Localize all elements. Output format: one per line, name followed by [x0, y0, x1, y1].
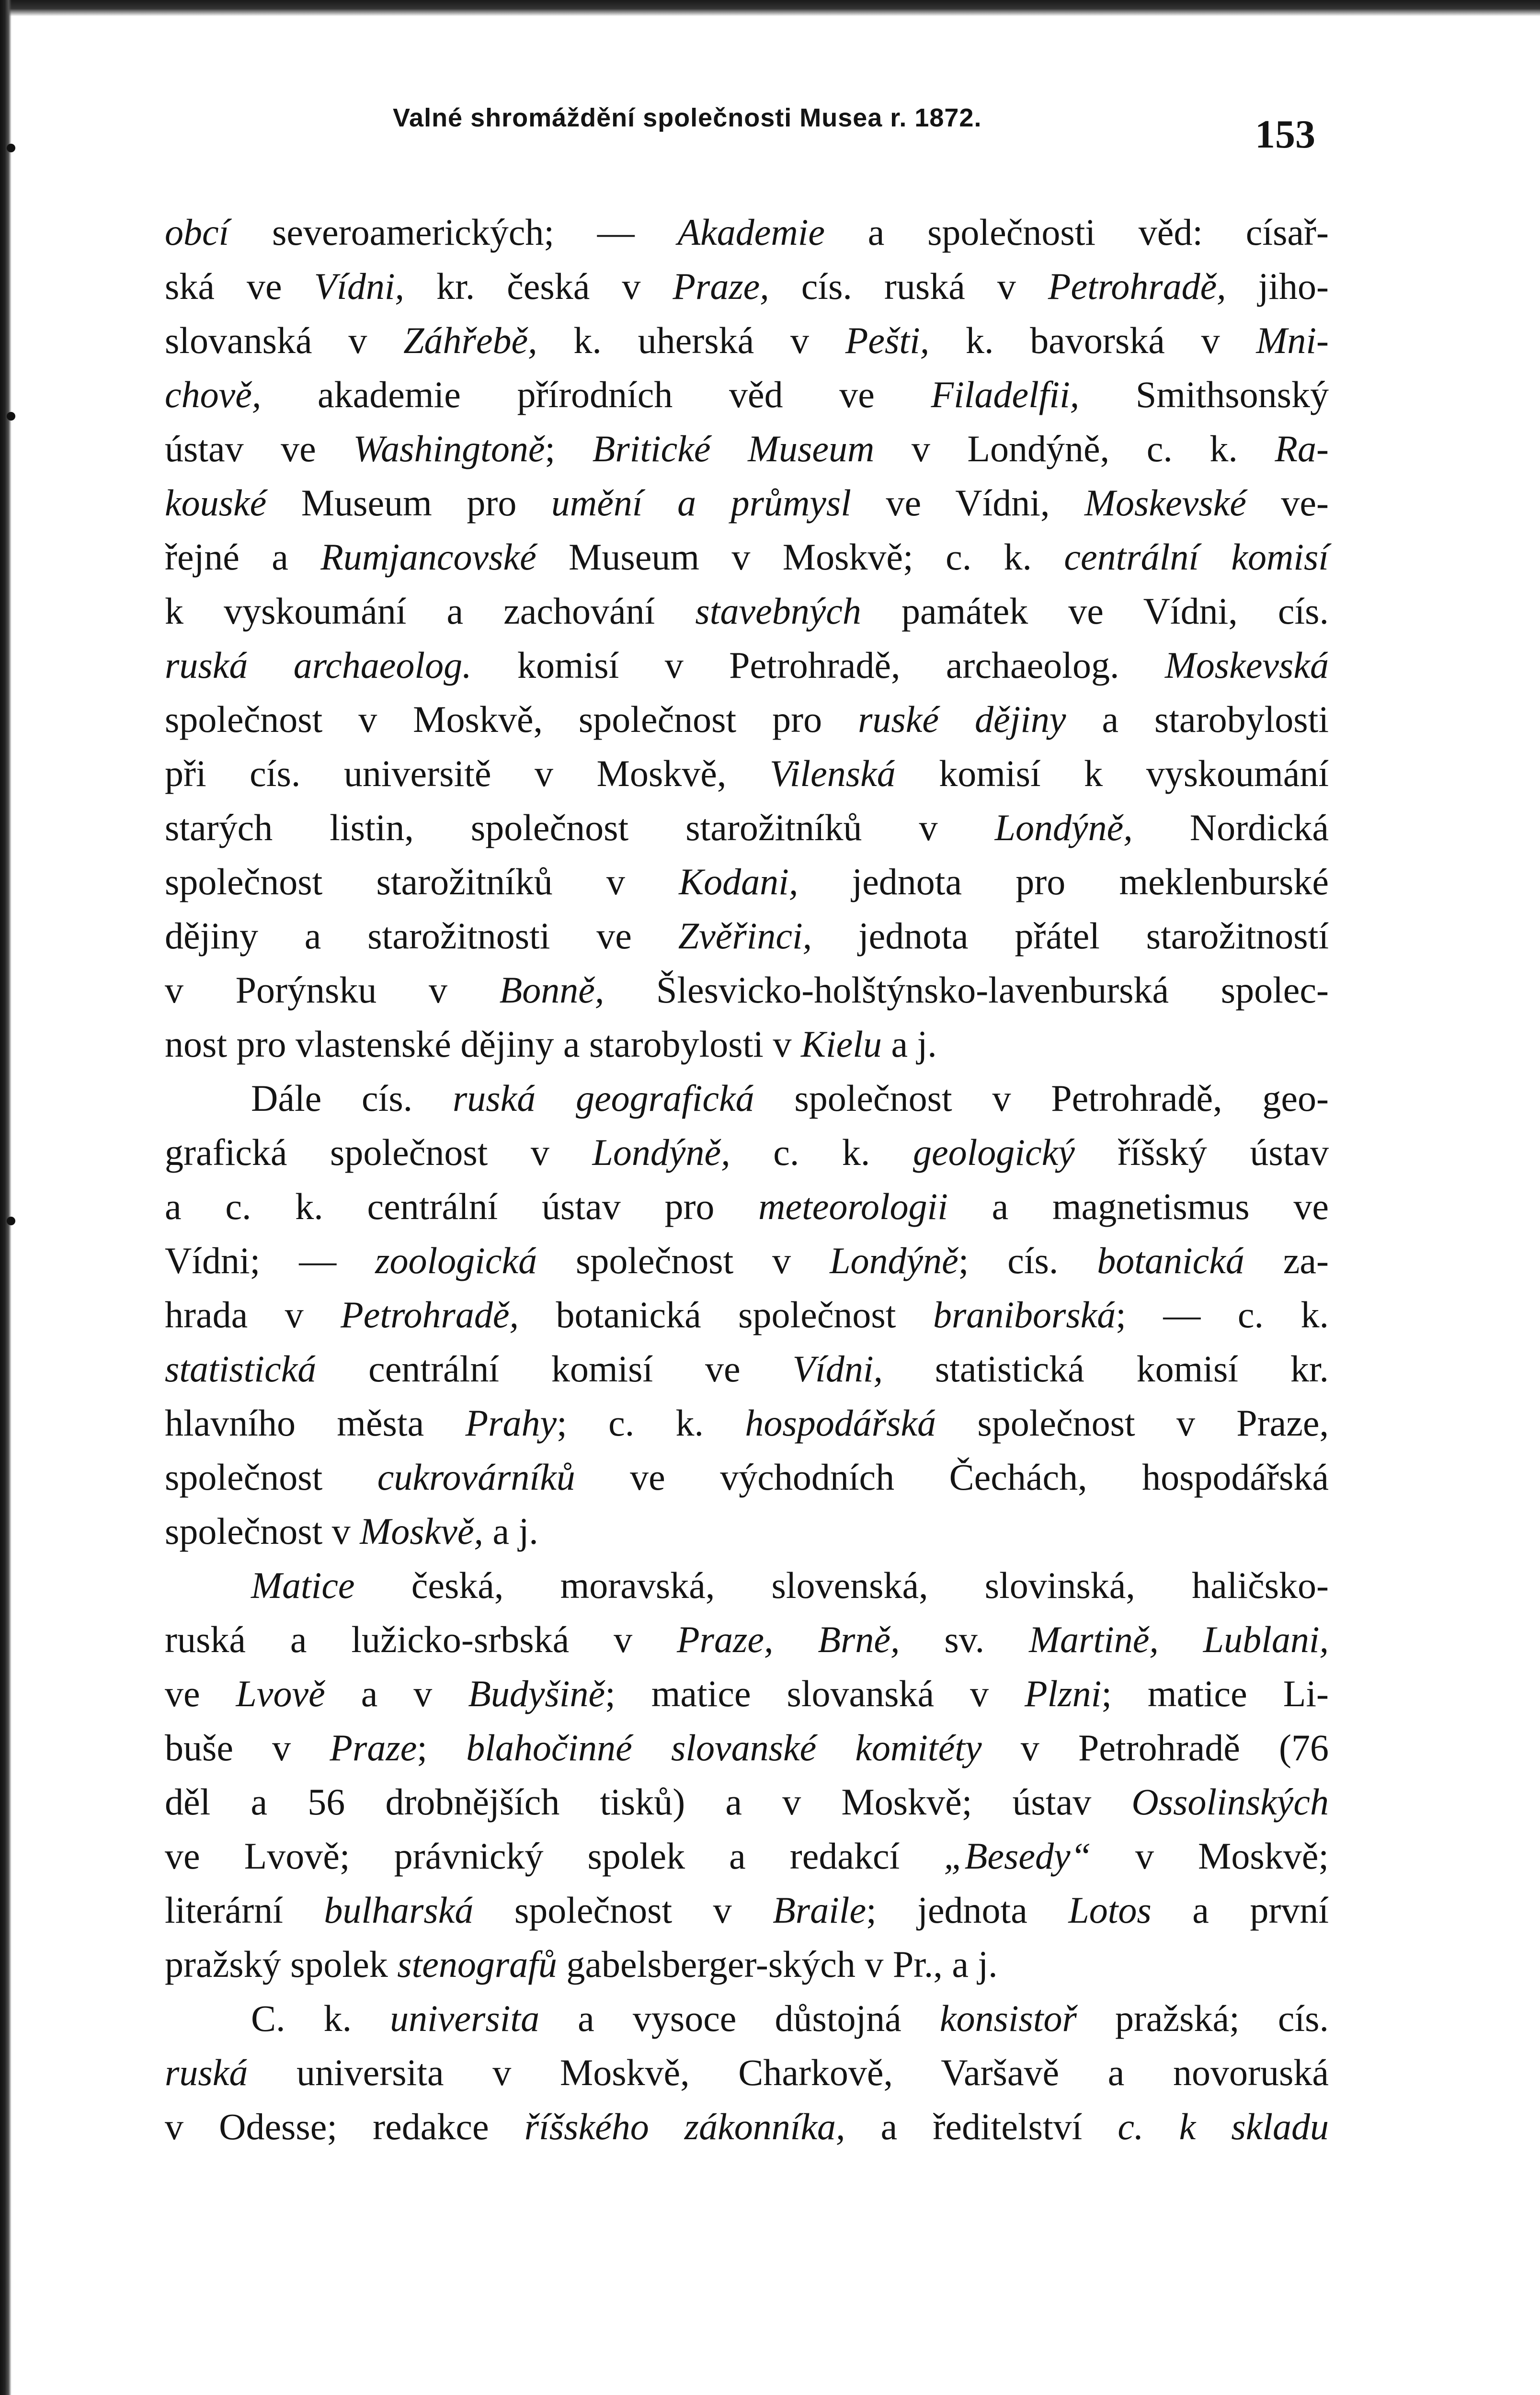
text-segment: slovanská v	[165, 319, 404, 361]
text-segment: Šlesvicko-holštýnsko-lavenburská spolec-	[604, 969, 1329, 1011]
body-text	[165, 205, 1329, 2154]
text-segment: společnost v	[473, 1889, 773, 1931]
running-head: Valné shromáždění společnosti Musea r. 1872.	[393, 103, 982, 132]
text-line	[165, 1504, 1329, 1558]
italic-text-segment: braniborská	[933, 1294, 1116, 1335]
italic-text-segment: Londýně,	[994, 807, 1133, 848]
text-segment: a starobylosti	[1066, 698, 1329, 740]
text-segment: ;	[545, 428, 593, 469]
margin-mark	[7, 144, 15, 152]
text-line	[165, 692, 1329, 746]
italic-text-segment: Praze, Brně,	[677, 1619, 900, 1660]
text-segment: společnost v	[165, 1510, 360, 1552]
italic-text-segment: Filadelfii,	[931, 374, 1080, 415]
text-line	[165, 855, 1329, 909]
text-line	[165, 1450, 1329, 1504]
italic-text-segment: „Besedy“	[944, 1835, 1091, 1877]
text-segment: společnost v	[537, 1240, 830, 1281]
text-line	[165, 1071, 1329, 1125]
text-line	[165, 2045, 1329, 2099]
text-line	[165, 638, 1329, 692]
italic-text-segment: Vilenská	[769, 753, 896, 794]
italic-text-segment: kouské	[165, 482, 267, 524]
italic-text-segment: Praze,	[673, 265, 769, 307]
text-line	[165, 1396, 1329, 1450]
text-line	[165, 963, 1329, 1017]
text-line	[165, 1179, 1329, 1233]
italic-text-segment: Petrohradě,	[1048, 265, 1226, 307]
text-segment: k. uherská v	[537, 319, 845, 361]
italic-text-segment: Plzni	[1024, 1673, 1102, 1714]
text-segment: hlavního města	[165, 1402, 466, 1444]
text-line	[165, 1233, 1329, 1288]
italic-text-segment: meteorologii	[758, 1186, 948, 1227]
text-line	[165, 259, 1329, 313]
text-line	[165, 1342, 1329, 1396]
text-line	[165, 422, 1329, 476]
italic-text-segment: Braile	[773, 1889, 867, 1931]
text-line	[165, 746, 1329, 800]
italic-text-segment: zoologická	[375, 1240, 537, 1281]
text-segment: řejné a	[165, 536, 321, 578]
text-segment: při cís. universitě v Moskvě,	[165, 753, 770, 794]
italic-text-segment: Lotos	[1068, 1889, 1152, 1931]
text-line	[165, 1558, 1329, 1612]
italic-text-segment: říšského zákonníka,	[524, 2106, 845, 2147]
text-segment: jednota přátel starožitností	[812, 915, 1329, 957]
italic-text-segment: Petrohradě,	[341, 1294, 519, 1335]
text-segment: Museum pro	[266, 482, 551, 524]
text-segment: ;	[417, 1727, 467, 1768]
italic-text-segment: hospodářská	[745, 1402, 936, 1444]
text-segment: kr. česká v	[404, 265, 673, 307]
text-line	[165, 1721, 1329, 1775]
italic-text-segment: botanická	[1097, 1240, 1244, 1281]
text-line	[165, 909, 1329, 963]
text-segment: a první	[1151, 1889, 1329, 1931]
italic-text-segment: geologický	[913, 1131, 1075, 1173]
text-line	[165, 1612, 1329, 1666]
italic-text-segment: Moskevská	[1164, 644, 1329, 686]
italic-text-segment: stenografů	[397, 1943, 557, 1985]
text-segment: v Porýnsku v	[165, 969, 500, 1011]
text-line	[165, 313, 1329, 367]
text-segment: cís. ruská v	[769, 265, 1048, 307]
text-segment: jiho-	[1226, 265, 1329, 307]
italic-text-segment: c. k skladu	[1118, 2106, 1329, 2147]
text-line	[165, 1991, 1329, 2045]
text-segment: a v	[325, 1673, 468, 1714]
text-segment: děl a 56 drobnějších tisků) a v Moskvě; ústav	[165, 1781, 1132, 1823]
text-segment: universita v Moskvě, Charkově, Varšavě a novoruská	[248, 2052, 1329, 2093]
text-segment: a společnosti věd: císař-	[825, 211, 1329, 253]
italic-text-segment: Moskevské	[1084, 482, 1246, 524]
italic-text-segment: Washingtoně	[353, 428, 545, 469]
text-line	[165, 1288, 1329, 1342]
italic-text-segment: konsistoř	[939, 1997, 1077, 2039]
text-segment: gabelsberger-ských v Pr., a j.	[557, 1943, 998, 1985]
text-segment: společnost starožitníků v	[165, 861, 679, 902]
italic-text-segment: Zvěřinci,	[678, 915, 812, 957]
text-segment: komisí v Petrohradě, archaeolog.	[471, 644, 1165, 686]
text-segment: sv.	[900, 1619, 1029, 1660]
italic-text-segment: Pešti,	[845, 319, 930, 361]
text-segment: a magnetismus ve	[947, 1186, 1329, 1227]
text-segment: hrada v	[165, 1294, 341, 1335]
text-segment: ská ve	[165, 265, 314, 307]
italic-text-segment: universita	[390, 1997, 540, 2039]
text-segment: památek ve Vídni, cís.	[861, 590, 1329, 632]
text-segment: literární	[165, 1889, 324, 1931]
text-segment: a j.	[483, 1510, 538, 1552]
italic-text-segment: ruská geografická	[452, 1077, 754, 1119]
italic-text-segment: Bonně,	[499, 969, 605, 1011]
italic-text-segment: umění a průmysl	[551, 482, 851, 524]
italic-text-segment: Budyšině	[468, 1673, 605, 1714]
text-segment: ; cís.	[958, 1240, 1097, 1281]
margin-mark	[7, 412, 15, 421]
text-line	[165, 1125, 1329, 1179]
text-segment: v Petrohradě (76	[981, 1727, 1329, 1768]
text-segment: a vysoce důstojná	[539, 1997, 940, 2039]
text-segment: pražský spolek	[165, 1943, 398, 1985]
text-line	[165, 1883, 1329, 1937]
text-segment: Dále cís.	[251, 1077, 453, 1119]
italic-text-segment: Vídni,	[792, 1348, 883, 1390]
italic-text-segment: ruská	[165, 2052, 248, 2093]
italic-text-segment: centrální komisí	[1064, 536, 1329, 578]
text-line	[165, 800, 1329, 855]
italic-text-segment: Kodani,	[679, 861, 799, 902]
text-line	[165, 476, 1329, 530]
italic-text-segment: obcí	[165, 211, 229, 253]
text-segment: v Moskvě;	[1091, 1835, 1329, 1877]
margin-mark	[7, 1217, 15, 1225]
text-segment: v Londýně, c. k.	[874, 428, 1275, 469]
italic-text-segment: Martině, Lublani,	[1029, 1619, 1329, 1660]
scan-edge-top	[0, 0, 1540, 16]
text-segment: jednota pro meklenburské	[798, 861, 1329, 902]
text-segment: v Odesse; redakce	[165, 2106, 525, 2147]
italic-text-segment: statistická	[165, 1348, 317, 1390]
text-segment: ve východních Čechách, hospodářská	[575, 1456, 1329, 1498]
text-segment: Vídni; —	[165, 1240, 376, 1281]
text-segment: C. k.	[251, 1997, 390, 2039]
italic-text-segment: cukrovárníků	[377, 1456, 575, 1498]
italic-text-segment: Rumjancovské	[320, 536, 536, 578]
italic-text-segment: Ossolinských	[1131, 1781, 1329, 1823]
italic-text-segment: ruská archaeolog.	[165, 644, 472, 686]
text-segment: česká, moravská, slovenská, slovinská, haličsko-	[354, 1564, 1329, 1606]
text-segment: ; matice slovanská v	[605, 1673, 1025, 1714]
italic-text-segment: Vídni,	[314, 265, 405, 307]
italic-text-segment: blahočinné slovanské komitéty	[466, 1727, 982, 1768]
text-line	[165, 584, 1329, 638]
text-line	[165, 1829, 1329, 1883]
text-segment: ve-	[1246, 482, 1329, 524]
italic-text-segment: Kielu	[800, 1023, 882, 1065]
italic-text-segment: Prahy	[465, 1402, 557, 1444]
text-line	[165, 1666, 1329, 1721]
text-segment: společnost v Moskvě, společnost pro	[165, 698, 858, 740]
italic-text-segment: Záhřebě,	[403, 319, 537, 361]
text-line	[165, 367, 1329, 422]
text-segment: akademie přírodních věd ve	[261, 374, 931, 415]
text-segment: a ředitelství	[845, 2106, 1118, 2147]
italic-text-segment: Moskvě,	[360, 1510, 483, 1552]
text-segment: botanická společnost	[519, 1294, 933, 1335]
text-segment: komisí k vyskoumání	[895, 753, 1329, 794]
page-number: 153	[1255, 112, 1315, 157]
text-segment: ; c. k.	[557, 1402, 745, 1444]
italic-text-segment: ruské dějiny	[858, 698, 1066, 740]
text-segment: buše v	[165, 1727, 330, 1768]
text-segment: Smithsonský	[1079, 374, 1329, 415]
text-segment: ústav ve	[165, 428, 354, 469]
text-segment: společnost v Praze,	[936, 1402, 1329, 1444]
text-segment: severoamerických; —	[229, 211, 678, 253]
italic-text-segment: Britické Museum	[592, 428, 875, 469]
italic-text-segment: chově,	[165, 374, 262, 415]
text-segment: společnost	[165, 1456, 377, 1498]
text-line	[165, 530, 1329, 584]
text-segment: a c. k. centrální ústav pro	[165, 1186, 759, 1227]
text-segment: k vyskoumání a zachování	[165, 590, 696, 632]
text-line	[165, 1775, 1329, 1829]
italic-text-segment: Londýně,	[592, 1131, 730, 1173]
text-segment: ve Vídni,	[851, 482, 1085, 524]
italic-text-segment: Lvově	[236, 1673, 325, 1714]
text-segment: společnost v Petrohradě, geo-	[754, 1077, 1329, 1119]
text-segment: Museum v Moskvě; c. k.	[536, 536, 1064, 578]
text-segment: statistická komisí kr.	[883, 1348, 1329, 1390]
text-segment: ve Lvově; právnický spolek a redakcí	[165, 1835, 944, 1877]
text-segment: c. k.	[730, 1131, 913, 1173]
text-segment: grafická společnost v	[165, 1131, 593, 1173]
italic-text-segment: Matice	[251, 1564, 355, 1606]
text-segment: ; jednota	[866, 1889, 1069, 1931]
text-segment: ruská a lužicko-srbská v	[165, 1619, 677, 1660]
text-line	[165, 2099, 1329, 2154]
text-segment: ; matice Li-	[1101, 1673, 1329, 1714]
italic-text-segment: Praze	[330, 1727, 417, 1768]
italic-text-segment: Ra-	[1275, 428, 1329, 469]
scan-edge-left	[0, 0, 11, 2395]
text-segment: starých listin, společnost starožitníků v	[165, 807, 995, 848]
text-segment: ve	[165, 1673, 236, 1714]
text-segment: k. bavorská v	[929, 319, 1256, 361]
text-segment: centrální komisí ve	[316, 1348, 793, 1390]
text-line	[165, 205, 1329, 259]
italic-text-segment: stavebných	[695, 590, 861, 632]
text-segment: ; — c. k.	[1116, 1294, 1329, 1335]
text-segment: pražská; cís.	[1076, 1997, 1329, 2039]
text-segment: nost pro vlastenské dějiny a starobylosti v	[165, 1023, 801, 1065]
italic-text-segment: bulharská	[324, 1889, 474, 1931]
text-segment: Nordická	[1132, 807, 1329, 848]
italic-text-segment: Akademie	[677, 211, 825, 253]
italic-text-segment: Londýně	[830, 1240, 958, 1281]
text-segment: říšský ústav	[1074, 1131, 1329, 1173]
italic-text-segment: Mni-	[1256, 319, 1329, 361]
text-line	[165, 1017, 1329, 1071]
text-line	[165, 1937, 1329, 1991]
text-segment: dějiny a starožitnosti ve	[165, 915, 678, 957]
text-segment: za-	[1244, 1240, 1329, 1281]
text-segment: a j.	[881, 1023, 937, 1065]
